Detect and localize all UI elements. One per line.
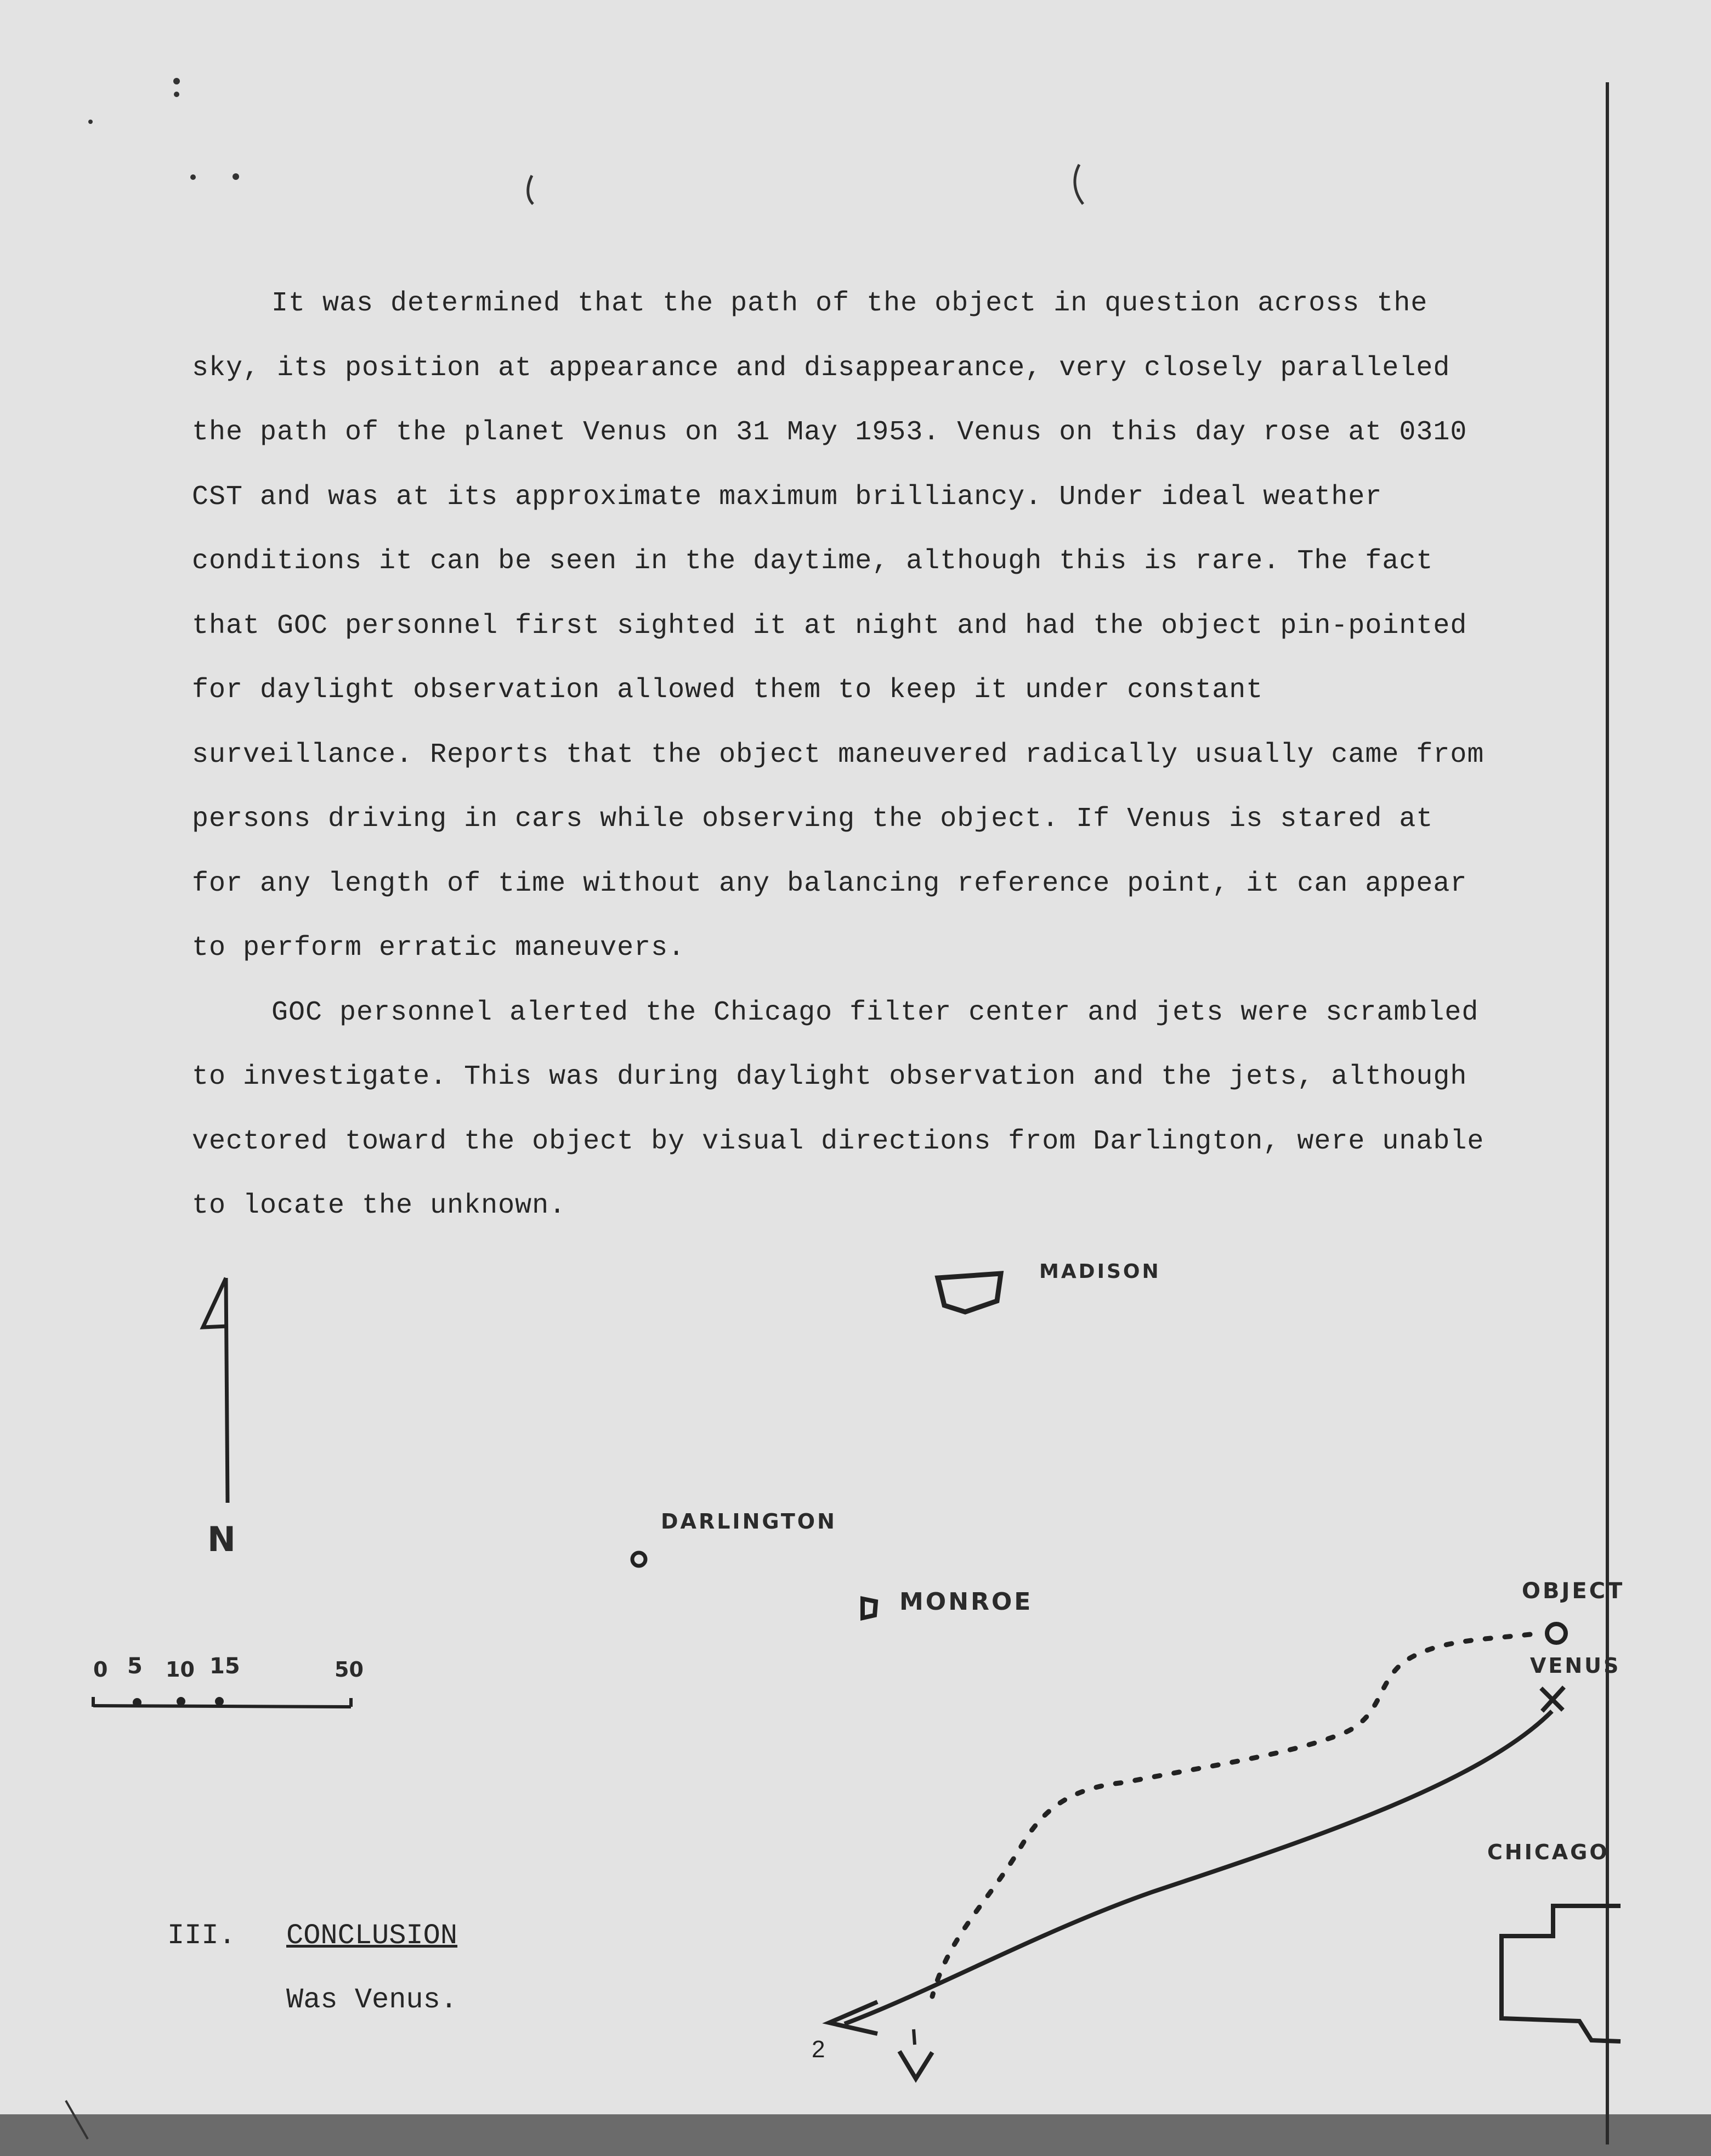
scale-label-15: 15	[209, 1654, 240, 1679]
venus-marker	[1541, 1687, 1564, 1711]
venus-path-line	[845, 1711, 1552, 2024]
venus-label: VENUS	[1530, 1654, 1621, 1678]
section-number: III.	[167, 1920, 236, 1952]
chicago-shoreline	[1502, 1906, 1621, 2041]
object-label: OBJECT	[1522, 1578, 1625, 1604]
scan-specks	[66, 78, 1083, 2139]
section-title: CONCLUSION	[286, 1920, 458, 1952]
scale-label-0: 0	[93, 1657, 110, 1682]
darlington-label: DARLINGTON	[661, 1509, 837, 1533]
object-marker	[1547, 1624, 1566, 1643]
v-mark-tick	[914, 2029, 915, 2045]
paragraph-jets-scrambled: GOC personnel alerted the Chicago filter center and jets were scrambled to investigate. This was during daylight observation and the jets, although vectored toward the object by visual directions from Darlington, were unable to locate the unknown.	[192, 997, 1485, 1221]
venus-path-arrowhead	[829, 2002, 877, 2034]
north-label: N	[207, 1519, 238, 1559]
madison-outline	[938, 1274, 1001, 1312]
page-number: 2	[812, 2036, 825, 2063]
scale-label-5: 5	[127, 1654, 145, 1679]
paragraph-venus-path: It was determined that the path of the object in question across the sky, its position at appearance and disappearance, very closely paralleled the path of the planet Venus on 31 May 1953. Venus on this day rose at 0310 CST and was at its approximate maximum brilliancy. Under ideal weather conditions it can be seen in the daytime, although this is rare. The fact that GOC personnel first sighted it at night and had the object pin-pointed for daylight observation allowed them to keep it under constant surveillance. Reports that the object maneuvered radically usually came from persons driving in cars while observing the object. If Venus is stared at for any length of time without any balancing reference point, it can appear to perform erratic maneuvers.	[192, 288, 1485, 964]
scale-label-50: 50	[335, 1657, 364, 1682]
conclusion-text: Was Venus.	[286, 1984, 458, 2016]
object-path-dotted	[932, 1634, 1530, 1996]
chicago-label: CHICAGO	[1487, 1840, 1610, 1864]
v-mark	[899, 2051, 932, 2079]
monroe-label: MONROE	[899, 1588, 1033, 1616]
monroe-marker	[863, 1599, 876, 1618]
madison-label: MADISON	[1039, 1260, 1161, 1283]
scale-bar	[93, 1697, 351, 1707]
scale-label-10: 10	[166, 1657, 195, 1682]
darlington-marker	[632, 1553, 645, 1566]
north-arrow-icon	[203, 1278, 228, 1503]
